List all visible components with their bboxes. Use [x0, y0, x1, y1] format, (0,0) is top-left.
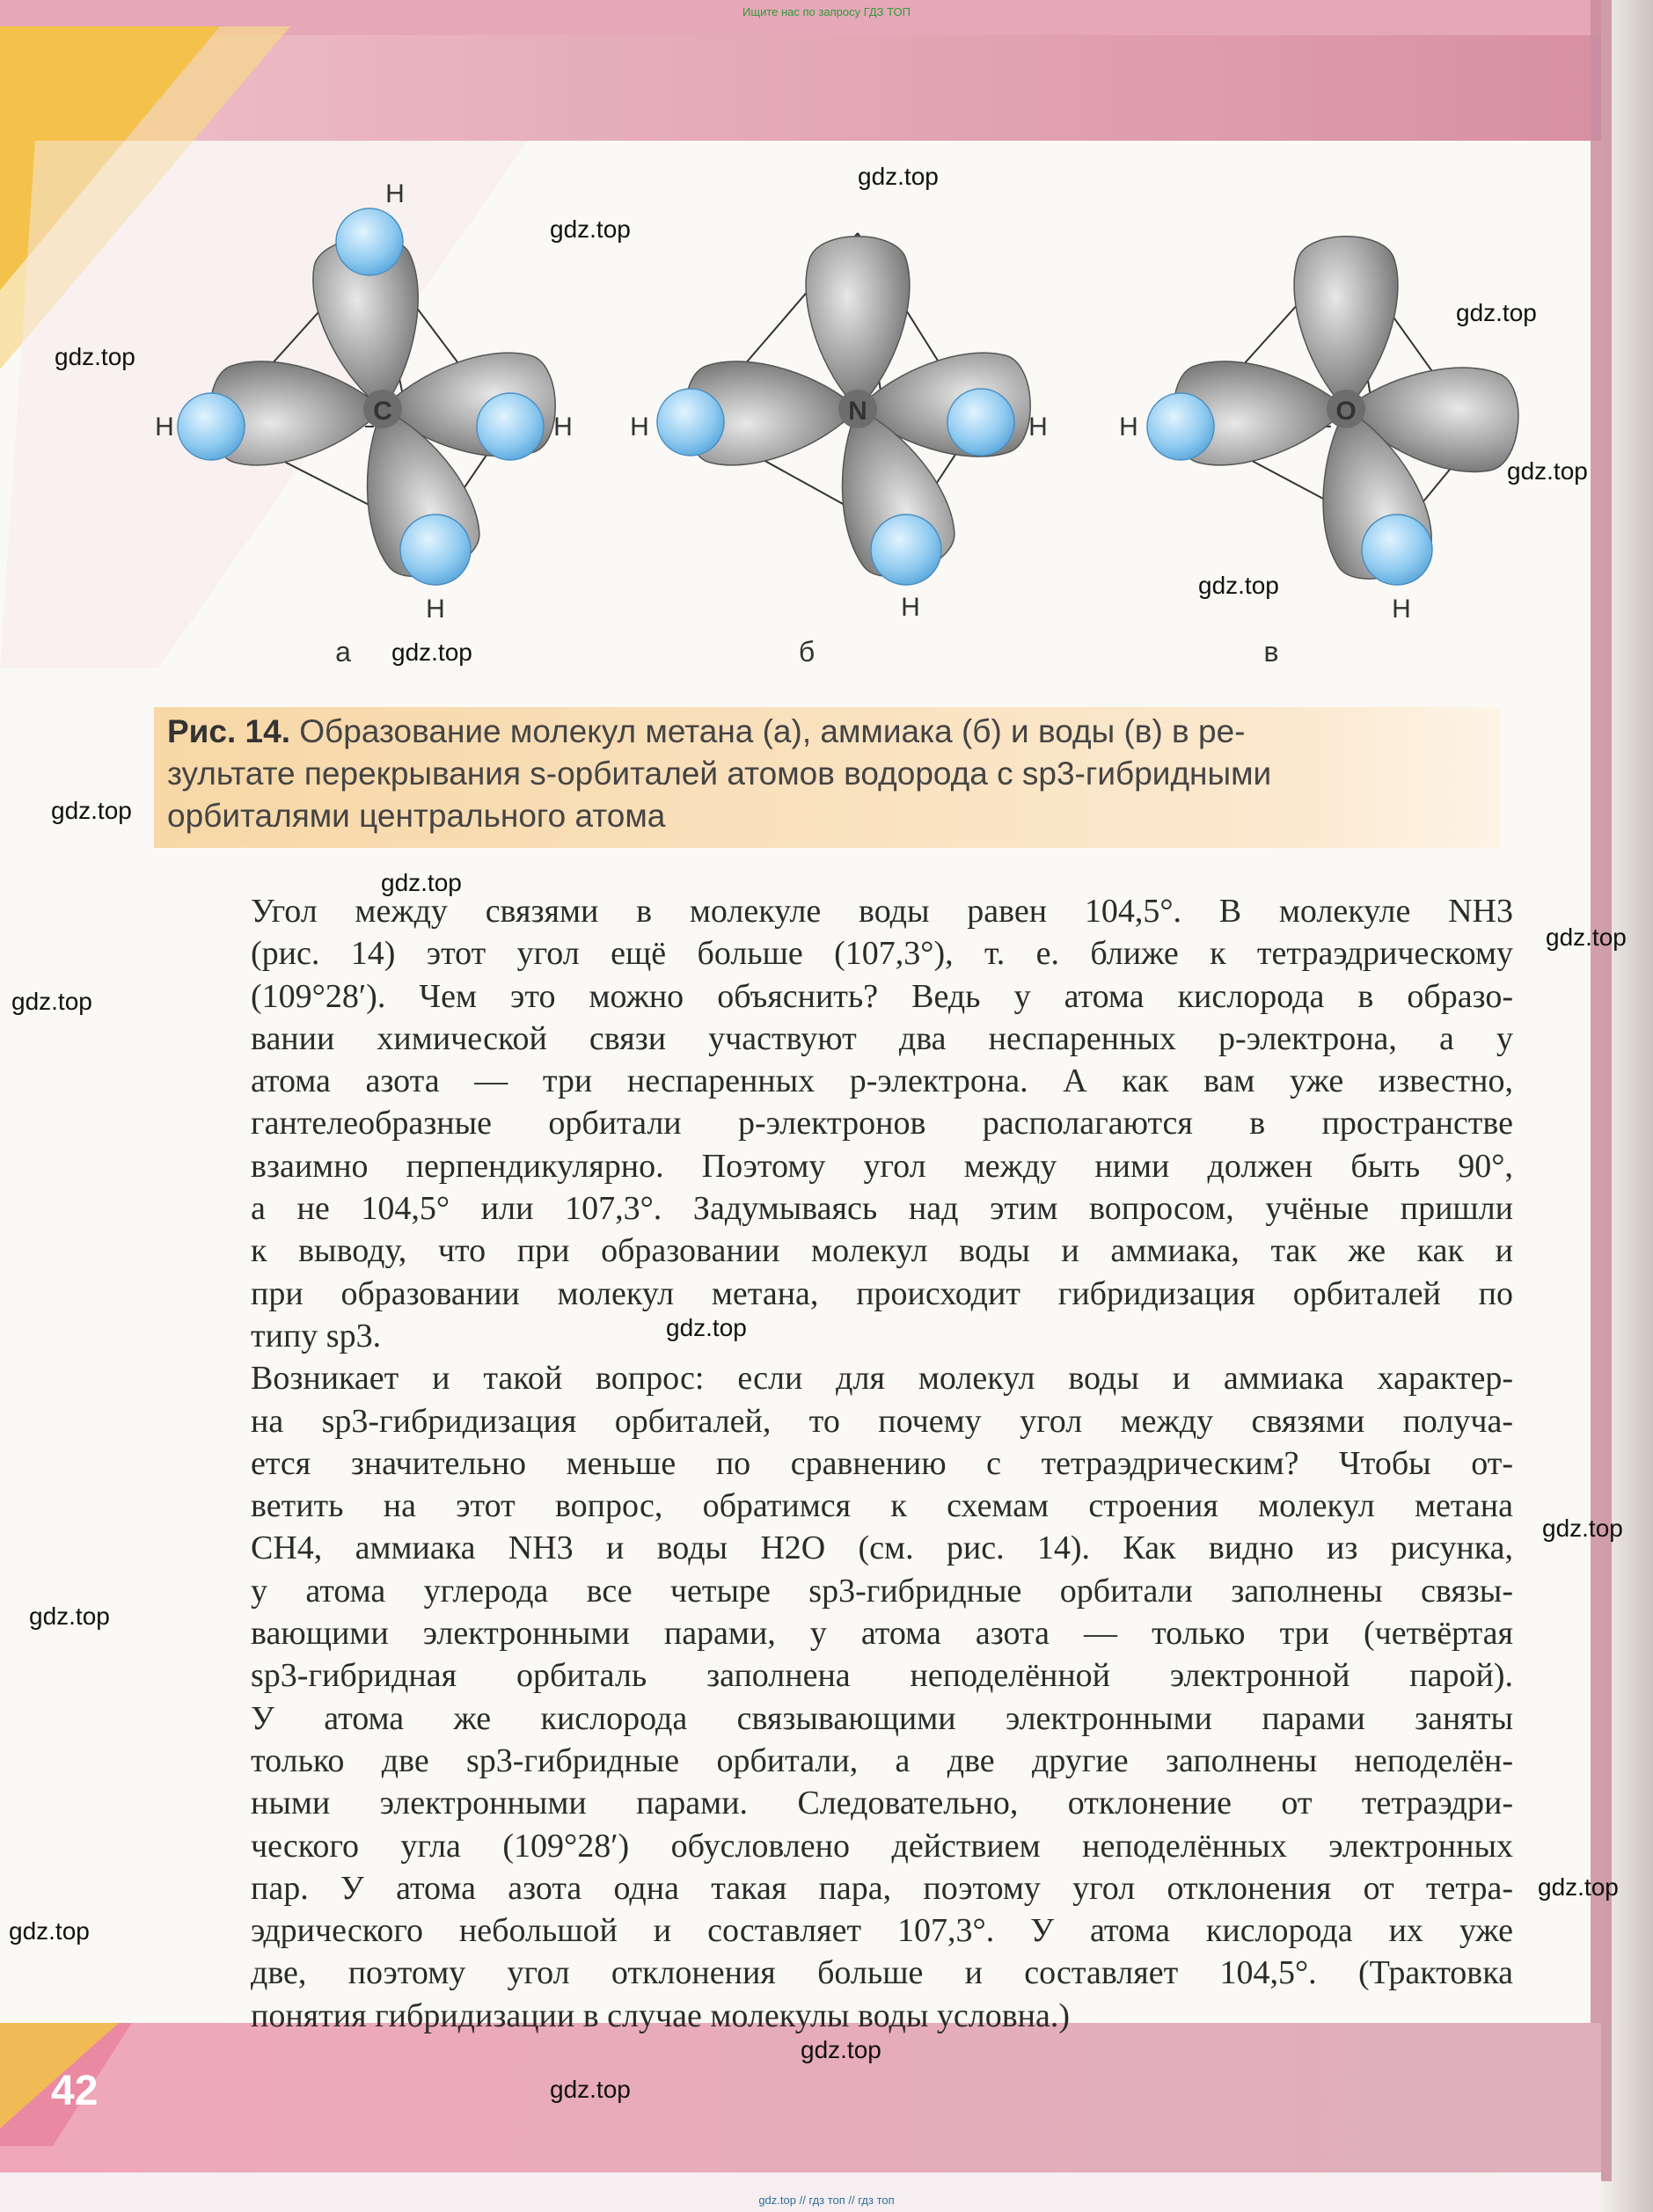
watermark: gdz.top — [51, 797, 132, 824]
body-line: эдрического небольшой и составляет 107,3°. У атома кислорода их уже — [251, 1912, 1513, 1950]
body-line: пар. У атома азота одна такая пара, поэтому угол отклонения от тетра- — [251, 1869, 1513, 1907]
watermark: gdz.top — [1542, 1515, 1623, 1542]
central-atom-label: O — [1335, 397, 1357, 426]
diagram-sublabel: б — [798, 636, 816, 668]
watermark: gdz.top — [381, 869, 462, 896]
body-line: (рис. 14) этот угол ещё больше (107,3°), т. е. ближе к тетраэдрическому — [251, 935, 1513, 973]
body-line: атома азота — три неспаренных p-электрона. А как вам уже известно, — [251, 1062, 1513, 1100]
body-line: sp3-гибридная орбиталь заполнена неподелённой электронной парой). — [251, 1657, 1513, 1695]
hydrogen-label: H — [385, 179, 405, 208]
body-line: ется значительно меньше по сравнению с тетраэдрическим? Чтобы от- — [251, 1444, 1513, 1482]
figure-caption-label: Рис. 14. — [167, 713, 290, 749]
diagram-water — [1147, 237, 1523, 589]
body-line: при образовании молекул метана, происходит гибридизация орбиталей по — [251, 1274, 1513, 1312]
watermark: gdz.top — [29, 1602, 110, 1630]
body-text — [251, 890, 1513, 2037]
hydrogen-label: H — [155, 412, 174, 442]
hydrogen-label: H — [630, 412, 649, 442]
watermark: gdz.top — [801, 2036, 881, 2063]
diagram-sublabel: а — [335, 636, 351, 668]
figure-caption-line: зультате перекрывания s-орбиталей атомов водорода с sp3-гибридными — [167, 756, 1272, 792]
hydrogen-label: H — [1392, 595, 1411, 624]
watermark: gdz.top — [666, 1314, 747, 1341]
body-line: CH4, аммиака NH3 и воды H2O (см. рис. 14). Как видно из рисунка, — [251, 1529, 1513, 1567]
figure-caption — [167, 711, 1496, 837]
body-line: вающими электронными парами, у атома азота — только три (четвёртая — [251, 1615, 1513, 1653]
figure-14-diagrams — [0, 132, 1653, 695]
hydrogen-label: H — [1119, 412, 1138, 442]
body-line: понятия гибридизации в случае молекулы воды условна.) — [251, 1997, 1071, 2034]
figure-caption-line: орбиталями центрального атома — [167, 798, 666, 834]
body-line: Возникает и такой вопрос: если для молекул воды и аммиака характер- — [251, 1360, 1513, 1398]
body-line: (109°28′). Чем это можно объяснить? Ведь у атома кислорода в образо- — [251, 977, 1513, 1015]
watermark: gdz.top — [550, 2076, 631, 2103]
watermark: gdz.top — [1507, 457, 1588, 485]
watermark: gdz.top — [1538, 1873, 1619, 1901]
watermark: gdz.top — [391, 639, 472, 666]
body-line: только две sp3-гибридные орбитали, а две другие заполнены неподелён- — [251, 1741, 1513, 1779]
body-line: Угол между связями в молекуле воды равен 104,5°. В молекуле NH3 — [251, 893, 1513, 930]
watermark: gdz.top — [55, 343, 135, 370]
watermark: gdz.top — [858, 163, 939, 190]
watermark: gdz.top — [9, 1917, 90, 1945]
page-number: 42 — [51, 2068, 99, 2114]
hydrogen-label: H — [553, 412, 573, 442]
diagram-methane — [178, 208, 557, 589]
diagram-ammonia — [657, 233, 1032, 589]
search-hint-header: Ищите нас по запросу ГДЗ ТОП — [742, 5, 911, 18]
body-line: у атома углерода все четыре sp3-гибридные орбитали заполнены связы- — [251, 1572, 1513, 1610]
watermark: gdz.top — [1456, 299, 1537, 326]
watermark-footer: gdz.top // гдз топ // гдз топ — [758, 2194, 895, 2207]
diagram-sublabel: в — [1263, 636, 1279, 668]
body-line: вании химической связи участвуют два неспаренных p-электрона, а у — [251, 1019, 1513, 1057]
body-line: а не 104,5° или 107,3°. Задумываясь над этим вопросом, учёные пришли — [251, 1190, 1513, 1228]
body-line: ветить на этот вопрос, обратимся к схемам строения молекул метана — [251, 1487, 1513, 1525]
body-line: ными электронными парами. Следовательно, отклонение от тетраэдри- — [251, 1785, 1513, 1822]
body-line: У атома же кислорода связывающими электронными парами заняты — [251, 1699, 1513, 1737]
body-line: на sp3-гибридизация орбиталей, то почему угол между связями получа- — [251, 1402, 1513, 1440]
hydrogen-label: H — [426, 595, 445, 624]
body-line: типу sp3. — [251, 1317, 382, 1354]
central-atom-label: N — [848, 397, 867, 426]
watermark: gdz.top — [1198, 572, 1279, 599]
body-line: гантелеобразные орбитали p-электронов располагаются в пространстве — [251, 1105, 1513, 1143]
watermark: gdz.top — [550, 215, 631, 243]
figure-caption-line: Образование молекул метана (а), аммиака (б) и воды (в) в ре- — [299, 713, 1246, 749]
body-line: две, поэтому угол отклонения больше и составляет 104,5°. (Трактовка — [251, 1954, 1513, 1992]
hydrogen-label: H — [901, 593, 920, 622]
hydrogen-label: H — [1028, 412, 1048, 442]
body-line: взаимно перпендикулярно. Поэтому угол между ними должен быть 90°, — [251, 1147, 1513, 1185]
watermark: gdz.top — [1546, 923, 1627, 951]
central-atom-label: C — [373, 397, 392, 426]
watermark: gdz.top — [11, 988, 92, 1015]
body-line: к выводу, что при образовании молекул воды и аммиака, так же как и — [251, 1232, 1513, 1270]
body-line: ческого угла (109°28′) обусловлено действием неподелённых электронных — [251, 1827, 1513, 1865]
